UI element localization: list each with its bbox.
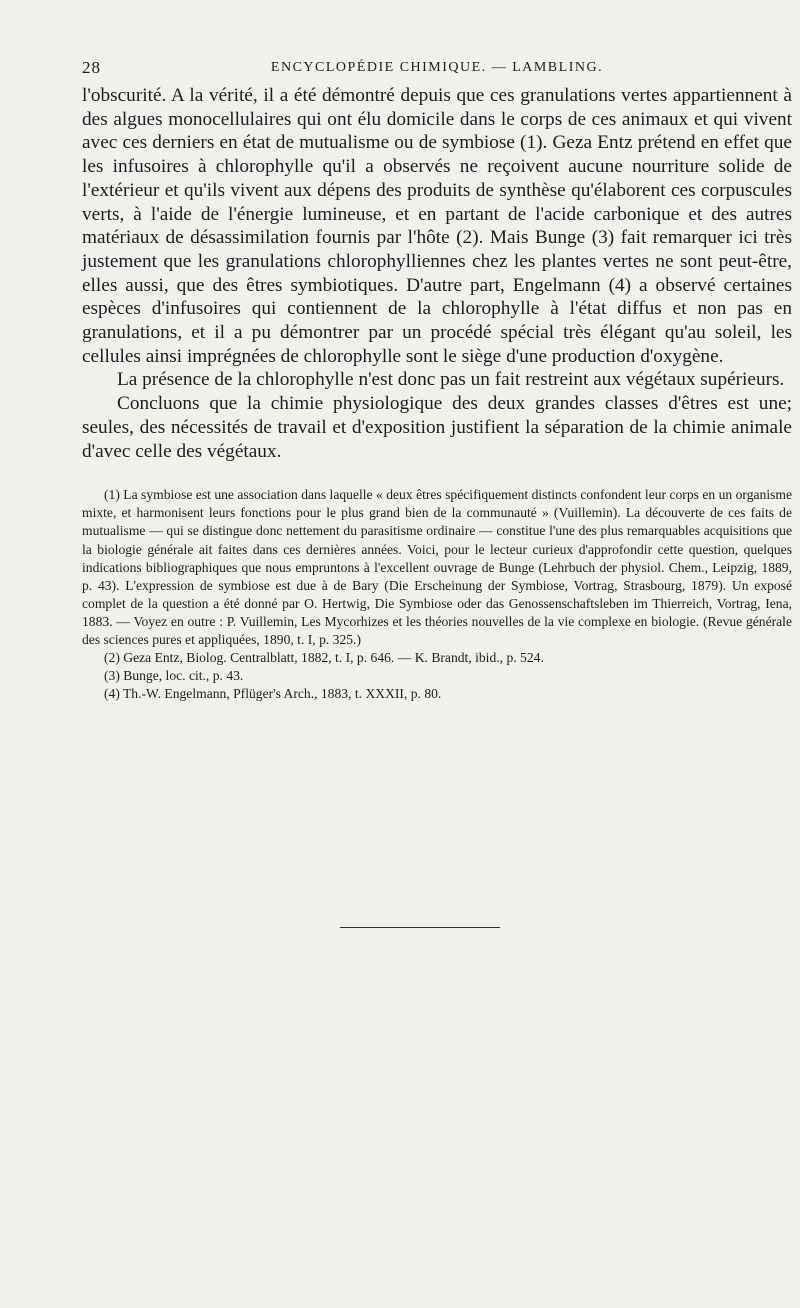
paragraph-3: Concluons que la chimie physiologique des deux grandes classes d'êtres est une; seules, des nécessités de travail et d'exposition justifient la séparation de la chimie animale d'avec celle des végétaux. bbox=[82, 393, 792, 462]
paragraph-1: l'obscurité. A la vérité, il a été démontré depuis que ces granulations vertes appartiennent à des algues monocellulaires qui ont élu domicile dans le corps de ces animaux et qui vivent avec ces derniers en état de mutualisme ou de symbiose (1). Geza Entz prétend en effet que les infusoires à chlorophylle qu'il a observés ne reçoivent aucune nourriture solide de l'extérieur et qu'ils vivent aux dépens des produits de synthèse qu'élaborent ces corpuscules verts, à l'aide de l'énergie lumineuse, et en partant de l'acide carbonique et des autres matériaux de désassimilation fournis par l'hôte (2). Mais Bunge (3) fait remarquer ici très justement que les granulations chlorophylliennes chez les plantes vertes ne sont peut-être, elles aussi, que des êtres symbiotiques. D'autre part, Engelmann (4) a observé certaines espèces d'infusoires qui contiennent de la chlorophylle à l'état diffus et non pas en granulations, et il a pu démontrer par un procédé spécial très élégant qu'au soleil, les cellules ainsi imprégnées de chlorophylle sont le siège d'une production d'oxygène. bbox=[82, 85, 792, 367]
footnote-4: (4) Th.-W. Engelmann, Pflüger's Arch., 1883, t. XXXII, p. 80. bbox=[104, 686, 442, 702]
footnote-1: (1) La symbiose est une association dans laquelle « deux êtres spécifiquement distincts confondent leur corps en un organisme mixte, et harmonisent leurs fonctions pour le plus grand bien de la communauté » (Vuillemin). La découverte de ces faits de mutualisme — qui se distingue donc nettement du parasitisme ordinaire — constitue l'une des plus remarquables acquisitions que la biologie générale ait faites dans ces dernières années. Voici, pour le lecteur curieux d'approfondir cette question, quelques indications bibliographiques que nous empruntons à l'excellent ouvrage de Bunge (Lehrbuch der physiol. Chem., Leipzig, 1889, p. 43). L'expression de symbiose est due à de Bary (Die Erscheinung der Symbiose, Vortrag, Strasbourg, 1879). Un exposé complet de la question a été donné par O. Hertwig, Die Symbiose oder das Genossenschaftsleben im Thierreich, Vortrag, Iena, 1883. — Voyez en outre : P. Vuillemin, Les Mycorhizes et les théories nouvelles de la vie complexe en biologie. (Revue générale des sciences pures et appliquées, 1890, t. I, p. 325.) bbox=[82, 487, 792, 647]
footnote-2: (2) Geza Entz, Biolog. Centralblatt, 1882, t. I, p. 646. — K. Brandt, ibid., p. 524. bbox=[104, 650, 544, 666]
page bbox=[82, 58, 792, 703]
page-number: 28 bbox=[82, 58, 101, 77]
footnotes bbox=[82, 486, 792, 703]
paragraph-2: La présence de la chlorophylle n'est donc pas un fait restreint aux végétaux supérieurs. bbox=[117, 369, 785, 391]
main-text bbox=[82, 84, 792, 463]
footnote-3: (3) Bunge, loc. cit., p. 43. bbox=[104, 668, 244, 684]
page-header bbox=[82, 58, 792, 84]
end-rule bbox=[340, 927, 500, 928]
running-title: ENCYCLOPÉDIE CHIMIQUE. — LAMBLING. bbox=[270, 60, 604, 75]
